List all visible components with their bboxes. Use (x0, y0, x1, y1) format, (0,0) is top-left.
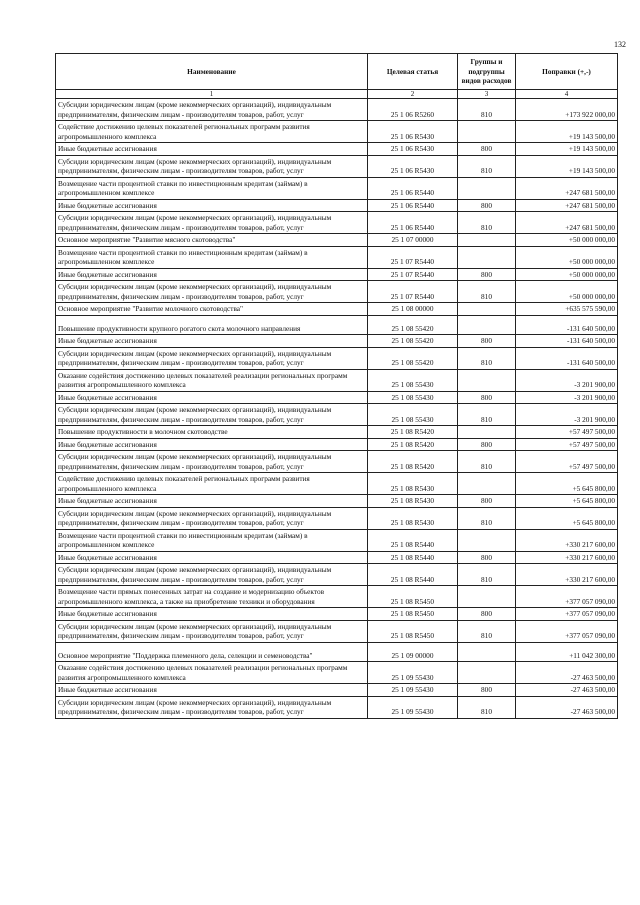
row-target-code: 25 1 06 R5430 (368, 121, 458, 143)
row-group: 810 (458, 281, 516, 303)
table-header-row (56, 54, 618, 90)
row-group: 800 (458, 608, 516, 621)
row-amount: +57 497 500,00 (516, 438, 618, 451)
row-name: Субсидии юридическим лицам (кроме некоммерческих организаций), индивидуальным предпринимателям, физическим лицам - производителям товаров, работ, услуг (56, 451, 368, 473)
table-row (56, 529, 618, 551)
row-group (458, 234, 516, 247)
row-amount: +57 497 500,00 (516, 451, 618, 473)
row-target-code: 25 1 08 R5420 (368, 438, 458, 451)
table-row (56, 155, 618, 177)
page-number: 132 (614, 40, 626, 49)
row-name: Иные бюджетные ассигнования (56, 684, 368, 697)
table-row (56, 212, 618, 234)
row-target-code: 25 1 06 R5440 (368, 199, 458, 212)
row-amount: +19 143 500,00 (516, 155, 618, 177)
table-row (56, 121, 618, 143)
row-target-code: 25 1 08 R5440 (368, 529, 458, 551)
row-name: Основное мероприятие "Развитие мясного скотоводства" (56, 234, 368, 247)
row-amount: +5 645 800,00 (516, 473, 618, 495)
table-row (56, 199, 618, 212)
row-name: Основное мероприятие "Поддержка племенного дела, селекции и семеноводства" (56, 642, 368, 662)
row-group (458, 121, 516, 143)
row-target-code: 25 1 08 R5440 (368, 564, 458, 586)
column-number: 4 (516, 90, 618, 99)
row-name: Оказание содействия достижению целевых показателей реализации региональных программ развития агропромышленного комплекса (56, 662, 368, 684)
column-number: 1 (56, 90, 368, 99)
row-name: Возмещение части процентной ставки по инвестиционным кредитам (займам) в агропромышленном комплексе (56, 177, 368, 199)
row-target-code: 25 1 08 55430 (368, 404, 458, 426)
row-target-code: 25 1 08 R5420 (368, 451, 458, 473)
row-name: Субсидии юридическим лицам (кроме некоммерческих организаций), индивидуальным предпринимателям, физическим лицам - производителям товаров, работ, услуг (56, 99, 368, 121)
row-name: Содействие достижению целевых показателей региональных программ развития агропромышленного комплекса (56, 473, 368, 495)
row-amount: +173 922 000,00 (516, 99, 618, 121)
table-row (56, 426, 618, 439)
row-amount: +19 143 500,00 (516, 143, 618, 156)
row-target-code: 25 1 08 R5450 (368, 608, 458, 621)
row-amount: -3 201 900,00 (516, 391, 618, 404)
row-group: 800 (458, 438, 516, 451)
row-group: 810 (458, 212, 516, 234)
row-name: Субсидии юридическим лицам (кроме некоммерческих организаций), индивидуальным предпринимателям, физическим лицам - производителям товаров, работ, услуг (56, 155, 368, 177)
row-group (458, 315, 516, 335)
row-target-code: 25 1 09 55430 (368, 696, 458, 718)
header-group: Группы и подгруппы видов расходов (458, 54, 516, 90)
table-row (56, 473, 618, 495)
row-name: Содействие достижению целевых показателей региональных программ развития агропромышленного комплекса (56, 121, 368, 143)
row-target-code: 25 1 06 R5440 (368, 177, 458, 199)
row-group: 810 (458, 620, 516, 642)
row-name: Субсидии юридическим лицам (кроме некоммерческих организаций), индивидуальным предпринимателям, физическим лицам - производителям товаров, работ, услуг (56, 212, 368, 234)
row-amount: +50 000 000,00 (516, 281, 618, 303)
row-amount: +57 497 500,00 (516, 426, 618, 439)
table-row (56, 335, 618, 348)
row-name: Субсидии юридическим лицам (кроме некоммерческих организаций), индивидуальным предпринимателям, физическим лицам - производителям товаров, работ, услуг (56, 564, 368, 586)
row-amount: -27 463 500,00 (516, 662, 618, 684)
row-name: Иные бюджетные ассигнования (56, 143, 368, 156)
table-body (56, 99, 618, 719)
row-amount: +5 645 800,00 (516, 507, 618, 529)
row-target-code: 25 1 08 R5450 (368, 586, 458, 608)
row-group: 800 (458, 551, 516, 564)
row-group (458, 426, 516, 439)
row-amount: +50 000 000,00 (516, 246, 618, 268)
row-amount: +330 217 600,00 (516, 551, 618, 564)
row-target-code: 25 1 06 R5430 (368, 143, 458, 156)
row-name: Иные бюджетные ассигнования (56, 551, 368, 564)
table-row (56, 564, 618, 586)
row-target-code: 25 1 08 55420 (368, 335, 458, 348)
row-group: 800 (458, 143, 516, 156)
row-name: Возмещение части процентной ставки по инвестиционным кредитам (займам) в агропромышленном комплексе (56, 529, 368, 551)
table-row (56, 369, 618, 391)
row-group (458, 177, 516, 199)
table-row (56, 268, 618, 281)
row-name: Иные бюджетные ассигнования (56, 391, 368, 404)
row-target-code: 25 1 07 R5440 (368, 246, 458, 268)
row-name: Иные бюджетные ассигнования (56, 268, 368, 281)
row-target-code: 25 1 06 R5430 (368, 155, 458, 177)
row-group: 800 (458, 684, 516, 697)
table-row (56, 684, 618, 697)
row-name: Субсидии юридическим лицам (кроме некоммерческих организаций), индивидуальным предпринимателям, физическим лицам - производителям товаров, работ, услуг (56, 507, 368, 529)
table-row (56, 620, 618, 642)
row-target-code: 25 1 07 R5440 (368, 281, 458, 303)
column-number: 3 (458, 90, 516, 99)
row-amount: +19 143 500,00 (516, 121, 618, 143)
table-row (56, 315, 618, 335)
table-row (56, 696, 618, 718)
row-name: Повышение продуктивности в молочном скотоводстве (56, 426, 368, 439)
row-amount: -131 640 500,00 (516, 315, 618, 335)
row-target-code: 25 1 06 R5260 (368, 99, 458, 121)
row-name: Оказание содействия достижению целевых показателей реализации региональных программ развития агропромышленного комплекса (56, 369, 368, 391)
column-number: 2 (368, 90, 458, 99)
table-row (56, 234, 618, 247)
row-amount: +50 000 000,00 (516, 234, 618, 247)
row-group: 810 (458, 347, 516, 369)
table-row (56, 281, 618, 303)
table-row (56, 642, 618, 662)
row-target-code: 25 1 08 55420 (368, 315, 458, 335)
row-target-code: 25 1 08 00000 (368, 303, 458, 316)
budget-amendments-table (55, 53, 618, 719)
row-amount: +377 057 090,00 (516, 586, 618, 608)
row-target-code: 25 1 09 55430 (368, 684, 458, 697)
table-row (56, 391, 618, 404)
row-name: Субсидии юридическим лицам (кроме некоммерческих организаций), индивидуальным предпринимателям, физическим лицам - производителям товаров, работ, услуг (56, 620, 368, 642)
row-amount: -131 640 500,00 (516, 347, 618, 369)
row-group (458, 642, 516, 662)
row-group: 810 (458, 404, 516, 426)
row-target-code: 25 1 09 00000 (368, 642, 458, 662)
row-group: 800 (458, 268, 516, 281)
row-amount: -3 201 900,00 (516, 369, 618, 391)
row-group: 800 (458, 495, 516, 508)
row-group (458, 246, 516, 268)
row-target-code: 25 1 08 R5430 (368, 507, 458, 529)
row-name: Субсидии юридическим лицам (кроме некоммерческих организаций), индивидуальным предпринимателям, физическим лицам - производителям товаров, работ, услуг (56, 696, 368, 718)
row-name: Иные бюджетные ассигнования (56, 335, 368, 348)
row-group: 810 (458, 696, 516, 718)
row-name: Иные бюджетные ассигнования (56, 495, 368, 508)
row-amount: +377 057 090,00 (516, 620, 618, 642)
row-amount: +247 681 500,00 (516, 199, 618, 212)
row-group (458, 473, 516, 495)
table-row (56, 495, 618, 508)
table-row (56, 551, 618, 564)
row-amount: -131 640 500,00 (516, 335, 618, 348)
row-amount: +5 645 800,00 (516, 495, 618, 508)
row-target-code: 25 1 08 55420 (368, 347, 458, 369)
row-amount: +635 575 590,00 (516, 303, 618, 316)
row-group: 800 (458, 335, 516, 348)
table-row (56, 586, 618, 608)
header-name: Наименование (56, 54, 368, 90)
row-amount: +330 217 600,00 (516, 529, 618, 551)
header-target: Целевая статья (368, 54, 458, 90)
row-name: Субсидии юридическим лицам (кроме некоммерческих организаций), индивидуальным предпринимателям, физическим лицам - производителям товаров, работ, услуг (56, 347, 368, 369)
table-row (56, 608, 618, 621)
row-target-code: 25 1 08 R5420 (368, 426, 458, 439)
row-name: Повышение продуктивности крупного рогатого скота молочного направления (56, 315, 368, 335)
row-name: Возмещение части процентной ставки по инвестиционным кредитам (займам) в агропромышленном комплексе (56, 246, 368, 268)
row-amount: +11 042 300,00 (516, 642, 618, 662)
row-group: 810 (458, 99, 516, 121)
row-target-code: 25 1 08 R5450 (368, 620, 458, 642)
row-amount: -3 201 900,00 (516, 404, 618, 426)
table-row (56, 451, 618, 473)
table-row (56, 99, 618, 121)
row-group: 800 (458, 199, 516, 212)
row-group (458, 369, 516, 391)
row-group: 810 (458, 155, 516, 177)
row-name: Иные бюджетные ассигнования (56, 438, 368, 451)
column-number-row (56, 90, 618, 99)
table-row (56, 246, 618, 268)
row-amount: +50 000 000,00 (516, 268, 618, 281)
row-amount: +330 217 600,00 (516, 564, 618, 586)
table-row (56, 507, 618, 529)
row-name: Субсидии юридическим лицам (кроме некоммерческих организаций), индивидуальным предпринимателям, физическим лицам - производителям товаров, работ, услуг (56, 404, 368, 426)
row-name: Основное мероприятие "Развитие молочного скотоводства" (56, 303, 368, 316)
row-amount: +247 681 500,00 (516, 212, 618, 234)
row-group (458, 662, 516, 684)
row-target-code: 25 1 09 55430 (368, 662, 458, 684)
row-name: Иные бюджетные ассигнования (56, 608, 368, 621)
row-amount: -27 463 500,00 (516, 696, 618, 718)
row-amount: +377 057 090,00 (516, 608, 618, 621)
table-row (56, 303, 618, 316)
row-target-code: 25 1 07 00000 (368, 234, 458, 247)
row-group (458, 529, 516, 551)
row-target-code: 25 1 08 R5430 (368, 473, 458, 495)
row-target-code: 25 1 08 55430 (368, 391, 458, 404)
table-row (56, 662, 618, 684)
table-row (56, 347, 618, 369)
row-name: Субсидии юридическим лицам (кроме некоммерческих организаций), индивидуальным предпринимателям, физическим лицам - производителям товаров, работ, услуг (56, 281, 368, 303)
row-name: Иные бюджетные ассигнования (56, 199, 368, 212)
table-row (56, 404, 618, 426)
row-group: 810 (458, 451, 516, 473)
row-group: 810 (458, 507, 516, 529)
row-target-code: 25 1 08 R5440 (368, 551, 458, 564)
row-target-code: 25 1 07 R5440 (368, 268, 458, 281)
row-target-code: 25 1 08 R5430 (368, 495, 458, 508)
table-row (56, 177, 618, 199)
row-name: Возмещение части прямых понесенных затрат на создание и модернизацию объектов агропромышленного комплекса, а также на приобретение техники и оборудования (56, 586, 368, 608)
row-group (458, 303, 516, 316)
row-target-code: 25 1 08 55430 (368, 369, 458, 391)
row-group: 800 (458, 391, 516, 404)
table-row (56, 143, 618, 156)
row-group (458, 586, 516, 608)
header-amount: Поправки (+,-) (516, 54, 618, 90)
table-row (56, 438, 618, 451)
row-amount: +247 681 500,00 (516, 177, 618, 199)
row-target-code: 25 1 06 R5440 (368, 212, 458, 234)
row-amount: -27 463 500,00 (516, 684, 618, 697)
row-group: 810 (458, 564, 516, 586)
